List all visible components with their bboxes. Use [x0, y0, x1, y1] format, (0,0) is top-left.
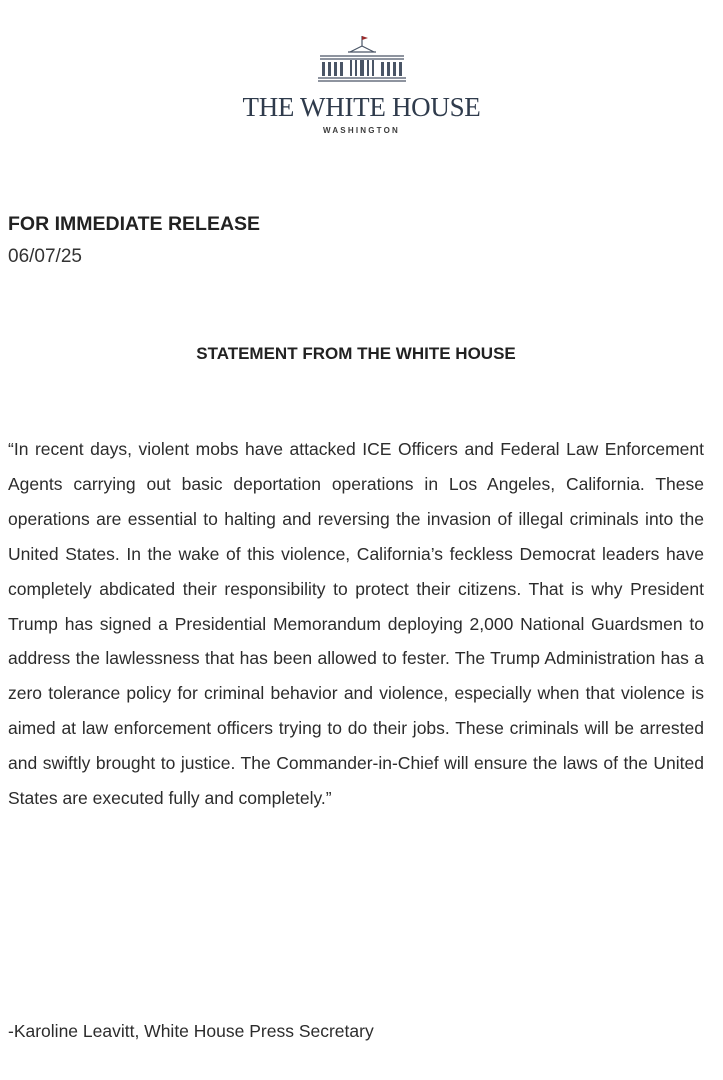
statement-body: “In recent days, violent mobs have attacked ICE Officers and Federal Law Enforcement Agents carrying out basic deportation operations in Los Angeles, California. These operations are essential to halting and reversing the invasion of illegal criminals into the United States. In the wake of this violence, California’s feckless Democrat leaders have completely abdicated their responsibility to protect their citizens. That is why President Trump has signed a Presidential Memorandum deploying 2,000 National Guardsmen to address the lawlessness that has been allowed to fester. The Trump Administration has a zero tolerance policy for criminal behavior and violence, especially when that violence is aimed at law enforcement officers trying to do their jobs. These criminals will be arrested and swiftly brought to justice. The Commander-in-Chief will ensure the laws of the United States are executed fully and completely.”: [8, 439, 704, 809]
letterhead-subtitle: WASHINGTON: [323, 126, 400, 135]
signature: -Karoline Leavitt, White House Press Secretary: [8, 1021, 374, 1041]
release-date: 06/07/25: [8, 246, 82, 267]
letterhead-title: THE WHITE HOUSE: [242, 92, 481, 122]
letterhead: [0, 34, 723, 136]
white-house-building-icon: [312, 34, 412, 84]
statement-heading: STATEMENT FROM THE WHITE HOUSE: [196, 344, 516, 363]
release-label: FOR IMMEDIATE RELEASE: [8, 213, 261, 235]
